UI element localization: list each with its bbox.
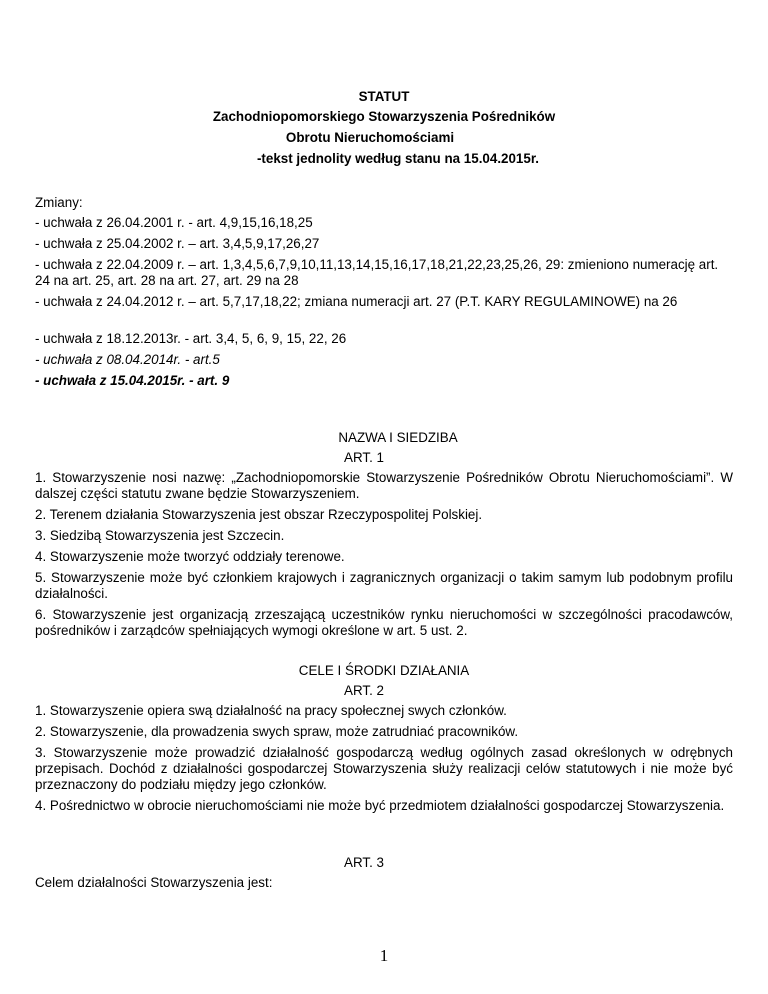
article-3-intro: Celem działalności Stowarzyszenia jest: — [35, 875, 273, 890]
article-1-heading: ART. 1 — [344, 450, 384, 465]
change-item-latest: - uchwała z 15.04.2015r. - art. 9 — [35, 373, 230, 388]
document-subtitle-line1: Zachodniopomorskiego Stowarzyszenia Pośredników — [212, 109, 556, 124]
change-item: - uchwała z 22.04.2009 r. – art. 1,3,4,5,6,7,9,10,11,13,14,15,16,17,18,21,22,23,25,26, 29: zmieniono numerację art. 24 na art. 25, art. 28 na art. 27, art. 29 na 28 — [35, 257, 719, 288]
section-heading-goals: CELE I ŚRODKI DZIAŁANIA — [298, 663, 470, 678]
document-subtitle-line2: Obrotu Nieruchomościami — [285, 130, 455, 145]
change-item: - uchwała z 18.12.2013r. - art. 3,4, 5, 6, 9, 15, 22, 26 — [35, 331, 347, 346]
article-2-item: 3. Stowarzyszenie może prowadzić działalność gospodarczą według ogólnych zasad określonych w odrębnych przepisach. Dochód z działalności gospodarczej Stowarzyszenia służy realizacji celów statutowych i nie może być przeznaczony do podziału między jego członków. — [35, 745, 733, 792]
article-1-item: 1. Stowarzyszenie nosi nazwę: „Zachodniopomorskie Stowarzyszenie Pośredników Obrotu Nieruchomościami”. W dalszej części statutu zwane będzie Stowarzyszeniem. — [35, 470, 733, 501]
article-2-item: 1. Stowarzyszenie opiera swą działalność na pracy społecznej swych członków. — [35, 703, 507, 718]
article-2-heading: ART. 2 — [344, 683, 384, 698]
changes-heading: Zmiany: — [35, 195, 83, 210]
article-1-item: 3. Siedzibą Stowarzyszenia jest Szczecin. — [35, 528, 285, 543]
change-item: - uchwała z 24.04.2012 r. – art. 5,7,17,18,22; zmiana numeracji art. 27 (P.T. KARY REGULAMINOWE) na 26 — [35, 294, 678, 309]
article-1-item: 2. Terenem działania Stowarzyszenia jest obszar Rzeczypospolitej Polskiej. — [35, 507, 483, 522]
article-1-item: 6. Stowarzyszenie jest organizacją zrzeszającą uczestników rynku nieruchomości w szczególności pracodawców, pośredników i zarządców spełniających wymogi określone w art. 5 ust. 2. — [35, 607, 733, 638]
article-1-item: 4. Stowarzyszenie może tworzyć oddziały terenowe. — [35, 549, 345, 564]
article-2-item: 4. Pośrednictwo w obrocie nieruchomościami nie może być przedmiotem działalności gospodarczej Stowarzyszenia. — [35, 798, 725, 813]
page-number: 1 — [379, 946, 389, 965]
article-1-item: 5. Stowarzyszenie może być członkiem krajowych i zagranicznych organizacji o takim samym lub podobnym profilu działalności. — [35, 570, 733, 601]
article-3-heading: ART. 3 — [344, 855, 384, 870]
section-heading-name: NAZWA I SIEDZIBA — [338, 430, 458, 445]
change-item: - uchwała z 26.04.2001 r. - art. 4,9,15,16,18,25 — [35, 215, 313, 230]
article-2-item: 2. Stowarzyszenie, dla prowadzenia swych spraw, może zatrudniać pracowników. — [35, 724, 519, 739]
change-item: - uchwała z 08.04.2014r. - art.5 — [35, 352, 220, 367]
document-title: STATUT — [358, 89, 410, 104]
change-item: - uchwała z 25.04.2002 r. – art. 3,4,5,9,17,26,27 — [35, 236, 320, 251]
document-subtitle-line3: -tekst jednolity według stanu na 15.04.2015r. — [256, 151, 540, 166]
